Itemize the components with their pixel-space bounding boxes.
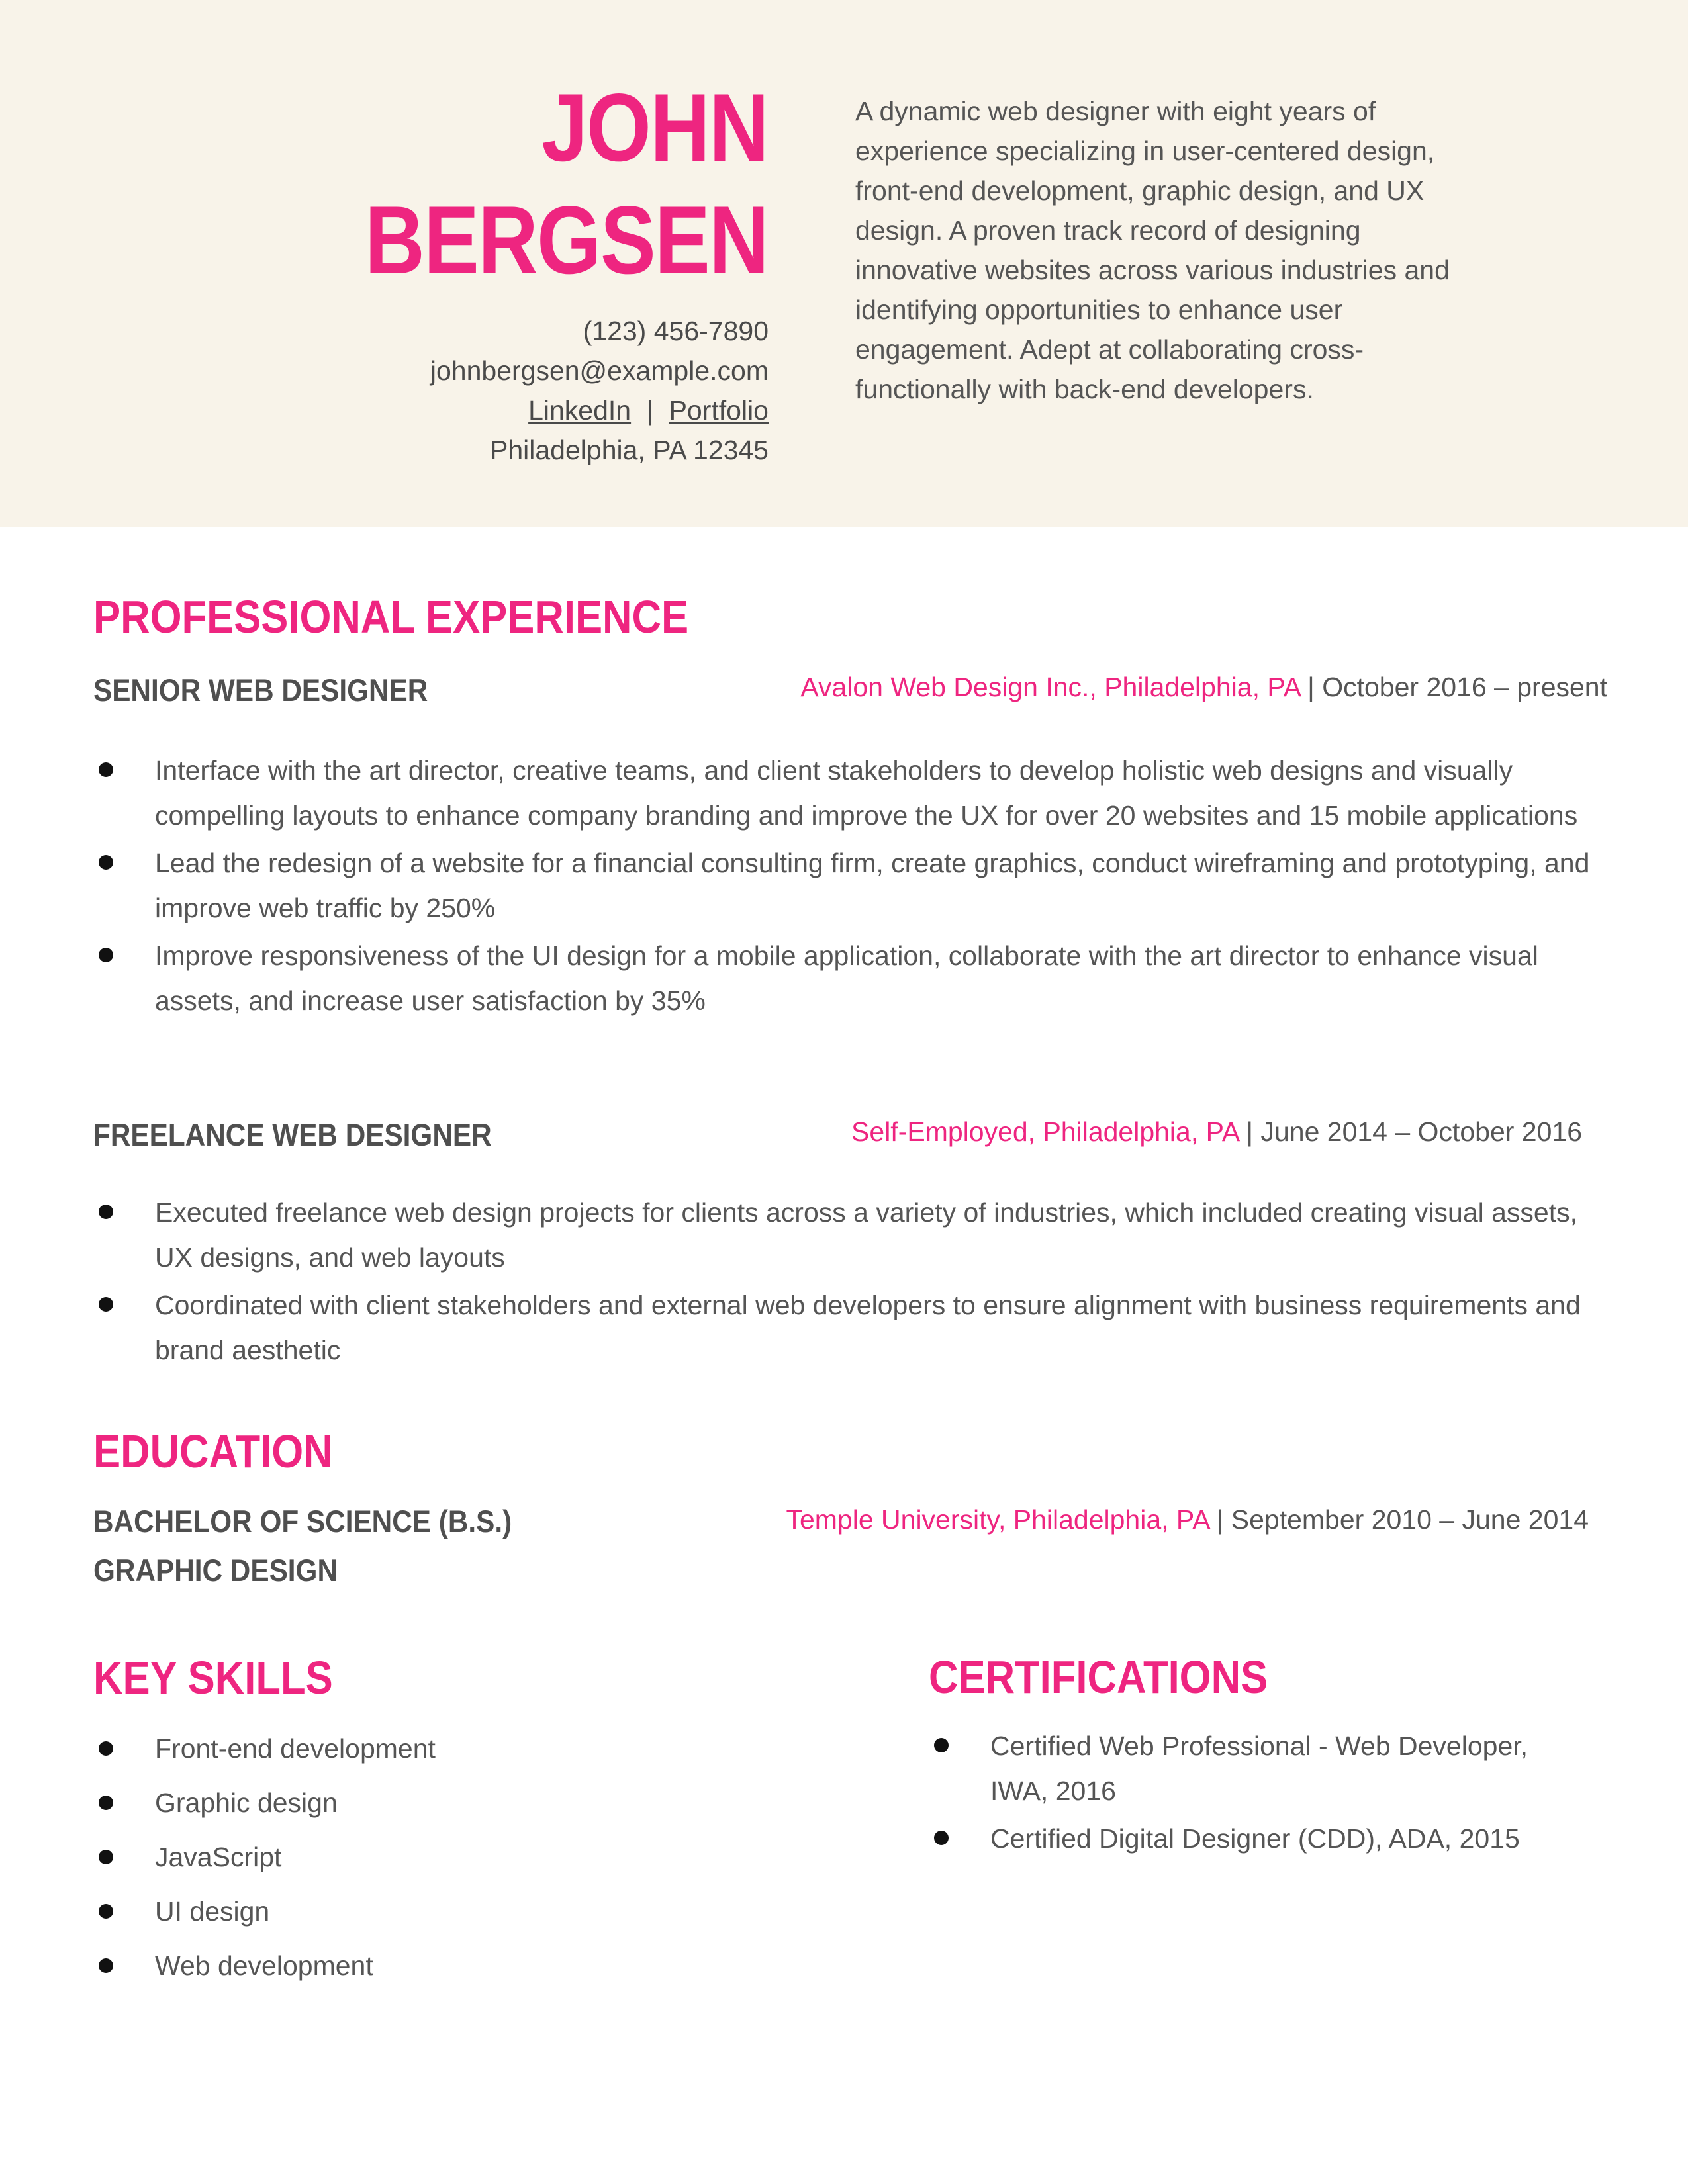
company-name: Avalon Web Design Inc., Philadelphia, PA: [800, 672, 1300, 702]
job-meta-freelance: [851, 1112, 1582, 1152]
list-item: Lead the redesign of a website for a financial consulting firm, create graphics, conduct wireframing and prototyping, and improve web traffic by 250%: [93, 841, 1603, 931]
list-item: Web development: [93, 1938, 821, 1993]
job-meta-senior: [800, 667, 1607, 707]
summary: A dynamic web designer with eight years of experience specializing in user-centered design, front-end development, graphic design, and UX design. A proven track record of designing innovative websites across various industries and identifying opportunities to enhance user engagement. Adept at collaborating cross-functionally with back-end developers.: [855, 96, 1450, 404]
skills-list: [93, 1721, 821, 1993]
job-dates: | October 2016 – present: [1299, 672, 1607, 702]
profile-links: [430, 390, 769, 430]
list-item: Executed freelance web design projects for clients across a variety of industries, which included creating visual assets, UX designs, and web layouts: [93, 1190, 1603, 1280]
candidate-name: [299, 71, 768, 296]
job-title-freelance: FREELANCE WEB DESIGNER: [93, 1117, 492, 1152]
contact-info: [430, 311, 769, 470]
certifications-list: [929, 1723, 1564, 1864]
list-item: Interface with the art director, creative teams, and client stakeholders to develop holistic web designs and visually compelling layouts to enhance company branding and improve the UX for over 20 websites and 15 mobile applications: [93, 748, 1603, 838]
phone: (123) 456-7890: [583, 316, 769, 346]
list-item: Certified Digital Designer (CDD), ADA, 2015: [929, 1816, 1564, 1861]
list-item: Coordinated with client stakeholders and external web developers to ensure alignment with business requirements and brand aesthetic: [93, 1283, 1603, 1373]
list-item: Certified Web Professional - Web Developer, IWA, 2016: [929, 1723, 1564, 1813]
degree-line-1: BACHELOR OF SCIENCE (B.S.): [93, 1504, 512, 1539]
education-heading: EDUCATION: [93, 1426, 333, 1477]
first-name: JOHN: [541, 73, 768, 181]
linkedin-link[interactable]: LinkedIn: [528, 395, 632, 426]
last-name: BERGSEN: [365, 186, 768, 294]
job-bullets-senior: [93, 748, 1603, 1026]
list-item: JavaScript: [93, 1830, 821, 1884]
school-name: Temple University, Philadelphia, PA: [786, 1504, 1209, 1535]
portfolio-link[interactable]: Portfolio: [669, 395, 769, 426]
list-item: Graphic design: [93, 1776, 821, 1830]
email: johnbergsen@example.com: [430, 355, 769, 386]
education-dates: | September 2010 – June 2014: [1209, 1504, 1589, 1535]
list-item: Improve responsiveness of the UI design for a mobile application, collaborate with the art director to enhance visual assets, and increase user satisfaction by 35%: [93, 933, 1603, 1023]
link-separator: |: [646, 395, 654, 426]
experience-heading: PROFESSIONAL EXPERIENCE: [93, 591, 689, 643]
education-meta: [786, 1500, 1589, 1539]
certifications-heading: CERTIFICATIONS: [929, 1651, 1268, 1703]
job-dates: | June 2014 – October 2016: [1239, 1116, 1582, 1147]
location: Philadelphia, PA 12345: [490, 435, 769, 465]
job-bullets-freelance: [93, 1190, 1603, 1375]
company-name: Self-Employed, Philadelphia, PA: [851, 1116, 1239, 1147]
skills-heading: KEY SKILLS: [93, 1652, 333, 1704]
list-item: UI design: [93, 1884, 821, 1938]
degree-line-2: GRAPHIC DESIGN: [93, 1553, 338, 1588]
job-title-senior: SENIOR WEB DESIGNER: [93, 672, 428, 707]
list-item: Front-end development: [93, 1721, 821, 1776]
